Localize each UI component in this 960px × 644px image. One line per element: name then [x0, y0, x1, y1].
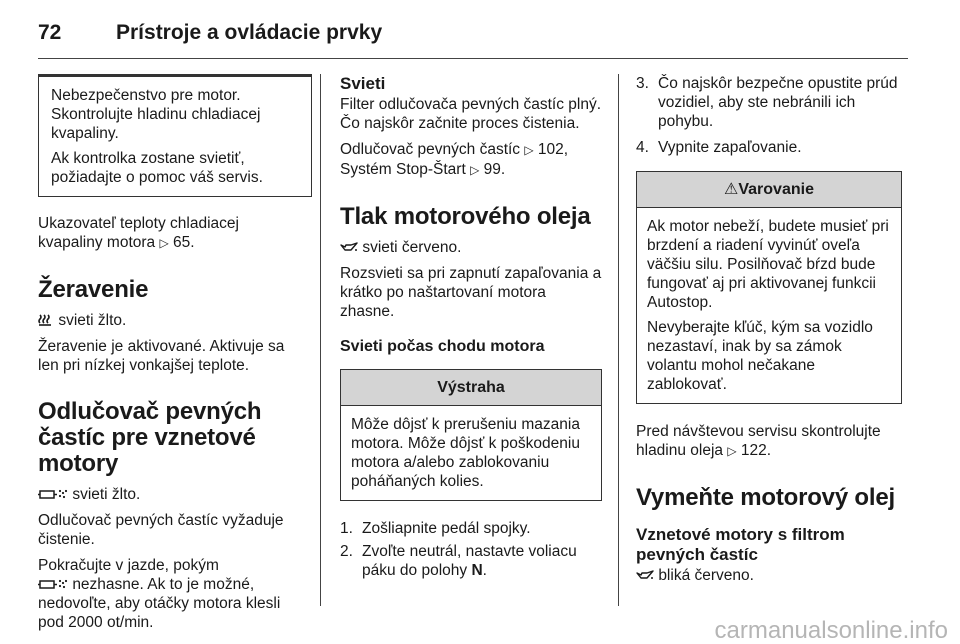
heading-glow: Žeravenie — [38, 276, 149, 303]
oil-description: Rozsvieti sa pri zapnutí zapaľovania a krátko po naštartovaní motora zhasne. — [340, 265, 602, 320]
list-item: 1. Zošliapnite pedál spojky. — [340, 520, 531, 537]
oil-can-icon — [636, 570, 654, 582]
page-ref-arrow-icon: ▷ — [524, 143, 534, 157]
page-ref-link[interactable]: 99. — [483, 161, 506, 178]
column-left — [38, 74, 306, 639]
notice-text: Nebezpečenstvo pre motor. Skontrolujte hladinu chladiacej kvapaliny. — [51, 87, 261, 142]
warning-triangle-icon: ⚠ — [724, 181, 739, 198]
notice-text: Ak kontrolka zostane svietiť, požiadajte o pomoc váš servis. — [51, 150, 263, 186]
heading-diesel-dpf: Vznetové motory s filtrom pevných častíc — [636, 525, 845, 564]
service-reference: Pred návštevou servisu skontrolujte hladinu oleja ▷ 122. — [636, 423, 881, 459]
warning-box — [636, 171, 902, 404]
dpf-instruction: Pokračujte v jazde, pokým nezhasne. Ak to je možné, nedovoľte, aby otáčky motora klesli pod 2000 ot/min. — [38, 557, 281, 631]
oil-can-icon — [340, 242, 358, 254]
page-header — [38, 20, 382, 46]
dpf-description: Odlučovač pevných častíc vyžaduje čistenie. — [38, 512, 284, 548]
dpf-status: svieti žlto. — [38, 485, 306, 504]
page-ref-arrow-icon: ▷ — [159, 236, 169, 250]
list-item: 3. Čo najskôr bezpečne opustite prúd vozidiel, aby ste nebránili ich pohybu. — [636, 75, 898, 130]
watermark: carmanualsonline.info — [714, 617, 948, 644]
list-item: 4. Vypnite zapaľovanie. — [636, 139, 802, 156]
steps-list — [340, 519, 602, 580]
notice-box — [38, 74, 312, 197]
cross-references: Odlučovač pevných častíc ▷ 102, Systém Stop-Štart ▷ 99. — [340, 141, 569, 178]
page-ref-link[interactable]: 102, — [537, 141, 569, 158]
page-ref-arrow-icon: ▷ — [470, 163, 480, 177]
oil-status: svieti červeno. — [340, 238, 602, 257]
dpf-icon — [38, 488, 68, 501]
glow-status: svieti žlto. — [38, 311, 306, 330]
glow-plug-icon — [38, 314, 54, 327]
page-ref-link[interactable]: 65. — [173, 234, 195, 251]
column-middle — [340, 74, 602, 590]
steps-list — [636, 74, 902, 157]
blink-status: bliká červeno. — [636, 566, 902, 585]
heading-while-driving: Svieti počas chodu motora — [340, 338, 545, 355]
heading-oil-pressure: Tlak motorového oleja — [340, 203, 591, 230]
header-rule — [38, 58, 908, 59]
heading-lit: Svieti — [340, 74, 386, 93]
warning-text: Ak motor nebeží, budete musieť pri brzdení a riadení vyvinúť oveľa väčšiu silu. Posilňovač bŕzd bude fungovať aj pri aktivovanej funkcii Autostop. — [647, 218, 889, 311]
page-ref-link[interactable]: 122. — [740, 442, 772, 459]
caution-box — [340, 369, 602, 501]
list-item: 2. Zvoľte neutrál, nastavte voliacu páku do polohy N. — [340, 543, 577, 579]
heading-dpf: Odlučovač pevných častíc pre vznetové motory — [38, 398, 262, 477]
glow-description: Žeravenie je aktivované. Aktivuje sa len pri nízkej vonkajšej teplote. — [38, 338, 285, 374]
heading-change-oil: Vymeňte motorový olej — [636, 484, 895, 511]
page-number: 72 — [38, 21, 62, 44]
warning-title: ⚠Varovanie — [637, 172, 901, 208]
column-divider — [618, 74, 619, 606]
warning-text: Nevyberajte kľúč, kým sa vozidlo nezastaví, inak by sa zámok volantu mohol nečakane zablokovať. — [647, 319, 873, 393]
column-right — [636, 74, 902, 592]
caution-text: Môže dôjsť k prerušeniu mazania motora. Môže dôjsť k poškodeniu motora a/alebo zablokovaniu poháňaných kolies. — [351, 416, 580, 490]
lit-description: Filter odlučovača pevných častíc plný. Čo najskôr začnite proces čistenia. — [340, 96, 602, 132]
caution-title: Výstraha — [341, 370, 601, 406]
column-divider — [320, 74, 321, 606]
page-ref-arrow-icon: ▷ — [727, 444, 737, 458]
page-title: Prístroje a ovládacie prvky — [116, 21, 383, 44]
dpf-icon — [38, 578, 68, 591]
gauge-reference: Ukazovateľ teploty chladiacej kvapaliny motora ▷ 65. — [38, 215, 239, 251]
